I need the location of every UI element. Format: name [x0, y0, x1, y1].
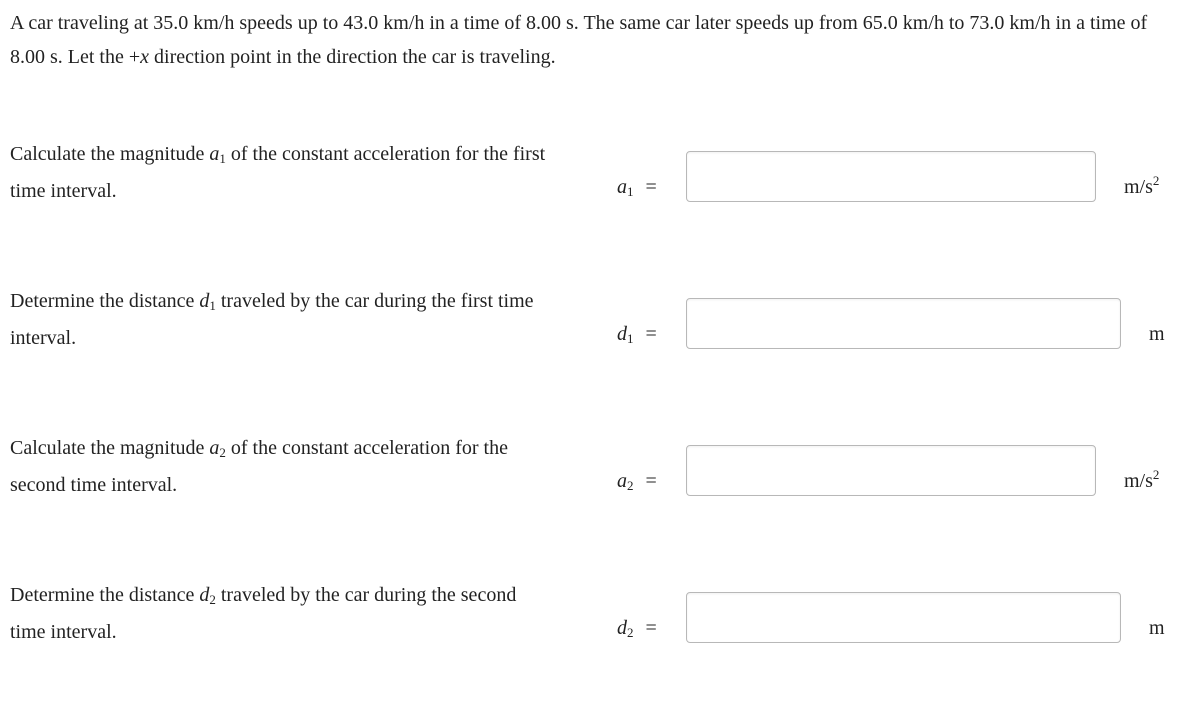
- question-row-d1: [0, 285, 1187, 395]
- answer-label-a1: $a_1$ =: [617, 176, 657, 199]
- unit-a2: $m/s^2$: [1124, 467, 1160, 492]
- answer-input-d1[interactable]: [686, 298, 1121, 349]
- symbol-a2: $a_2$: [209, 437, 226, 460]
- question-text-d1: Determine the distance $d_1$ traveled by the car during the first time interval.: [10, 290, 534, 349]
- answer-label-a2: $a_2$ =: [617, 470, 657, 493]
- question-row-a2: [0, 432, 1187, 542]
- question-text-d2: Determine the distance $d_2$ traveled by the car during the second time interval.: [10, 584, 517, 643]
- answer-input-a1[interactable]: [686, 151, 1096, 202]
- answer-label-d1: $d_1$ =: [617, 323, 657, 346]
- answer-label-d2: $d_2$ =: [617, 617, 657, 640]
- plus-sign: +: [128, 46, 141, 68]
- problem-text-part2: direction point in the direction the car is traveling.: [149, 46, 556, 68]
- question-text-a2: Calculate the magnitude $a_2$ of the constant acceleration for the second time interval.: [10, 437, 508, 496]
- problem-statement: [10, 6, 1170, 74]
- unit-d1: m: [1149, 323, 1165, 345]
- question-row-d2: [0, 579, 1187, 689]
- question-text-a1: Calculate the magnitude $a_1$ of the constant acceleration for the first time interval.: [10, 143, 546, 202]
- problem-text-part1: A car traveling at 35.0 km/h speeds up to 43.0 km/h in a time of 8.00 s. The same car later speeds up from 65.0 km/h to 73.0 km/h in a time of 8.00 s. Let the: [10, 12, 1148, 68]
- x-variable: x: [140, 46, 150, 68]
- symbol-a1: $a_1$: [209, 143, 226, 166]
- answer-input-d2[interactable]: [686, 592, 1121, 643]
- unit-a1: $m/s^2$: [1124, 173, 1160, 198]
- answer-input-a2[interactable]: [686, 445, 1096, 496]
- symbol-d1: $d_1$: [199, 290, 216, 313]
- question-row-a1: [0, 138, 1187, 248]
- symbol-d2: $d_2$: [199, 584, 216, 607]
- unit-d2: m: [1149, 617, 1165, 639]
